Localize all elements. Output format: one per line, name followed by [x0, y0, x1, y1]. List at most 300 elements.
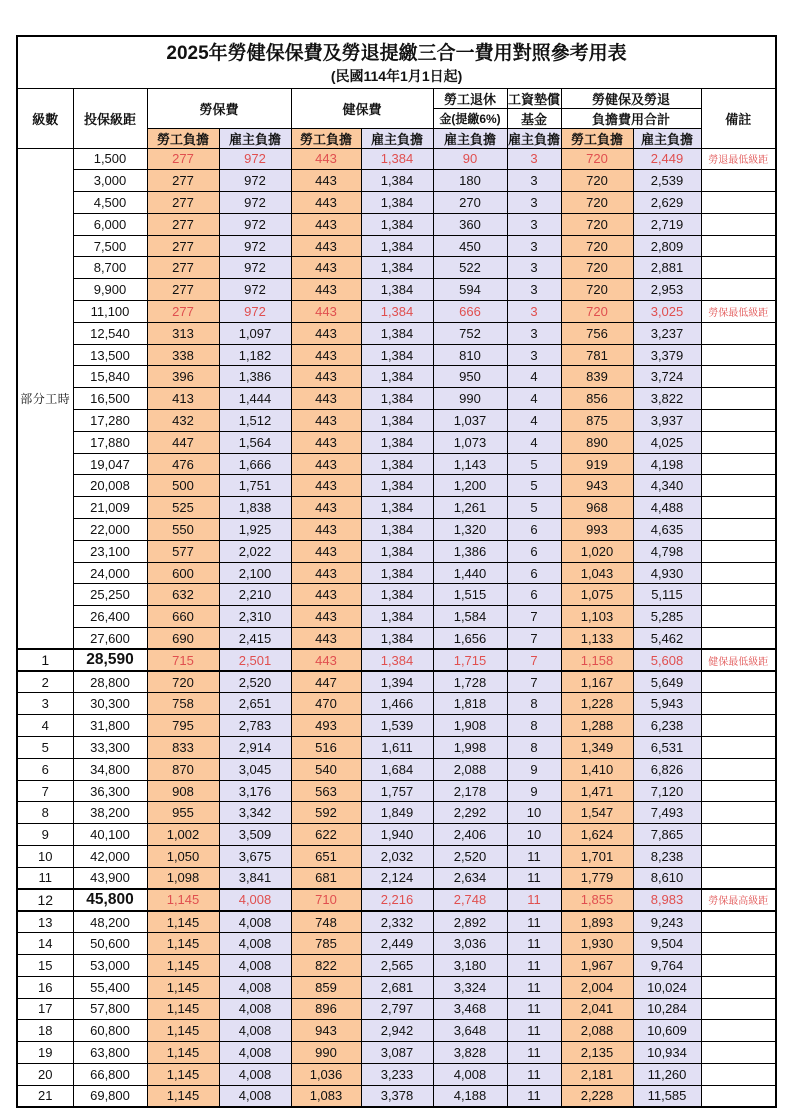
col-header-wage-fund-line1: 工資墊償	[507, 88, 561, 108]
cell-value: 5	[507, 497, 561, 519]
cell-value: 1,584	[433, 606, 507, 628]
cell-level: 4	[17, 715, 73, 737]
cell-value: 2,634	[433, 867, 507, 889]
cell-value: 748	[291, 911, 361, 933]
table-row	[17, 758, 776, 780]
cell-remark	[701, 322, 776, 344]
cell-value: 896	[291, 998, 361, 1020]
table-row	[17, 780, 776, 802]
cell-remark	[701, 780, 776, 802]
cell-value: 666	[433, 301, 507, 323]
cell-value: 443	[291, 344, 361, 366]
cell-value: 600	[147, 562, 219, 584]
cell-value: 2,449	[633, 148, 701, 170]
cell-value: 2,088	[433, 758, 507, 780]
cell-value: 3,841	[219, 867, 291, 889]
cell-value: 1,512	[219, 410, 291, 432]
cell-bracket: 31,800	[73, 715, 147, 737]
cell-value: 8	[507, 693, 561, 715]
cell-value: 360	[433, 213, 507, 235]
cell-value: 6,826	[633, 758, 701, 780]
table-row	[17, 867, 776, 889]
cell-value: 1,075	[561, 584, 633, 606]
cell-value: 1,384	[361, 475, 433, 497]
cell-value: 1,666	[219, 453, 291, 475]
cell-bracket: 33,300	[73, 737, 147, 759]
cell-value: 1,145	[147, 1042, 219, 1064]
cell-bracket: 60,800	[73, 1020, 147, 1042]
cell-remark: 勞保最高級距	[701, 889, 776, 911]
table-row	[17, 388, 776, 410]
cell-value: 500	[147, 475, 219, 497]
cell-value: 1,384	[361, 344, 433, 366]
cell-value: 11,585	[633, 1085, 701, 1107]
table-row	[17, 606, 776, 628]
cell-value: 4,930	[633, 562, 701, 584]
cell-value: 2,210	[219, 584, 291, 606]
cell-bracket: 26,400	[73, 606, 147, 628]
cell-level: 11	[17, 867, 73, 889]
table-body	[17, 148, 776, 1107]
cell-value: 1,145	[147, 998, 219, 1020]
cell-bracket: 48,200	[73, 911, 147, 933]
cell-value: 2,181	[561, 1063, 633, 1085]
cell-remark	[701, 693, 776, 715]
cell-value: 2,797	[361, 998, 433, 1020]
cell-value: 720	[561, 213, 633, 235]
cell-value: 443	[291, 148, 361, 170]
col-header-remark: 備註	[701, 88, 776, 148]
cell-remark	[701, 431, 776, 453]
table-row	[17, 628, 776, 650]
cell-remark	[701, 540, 776, 562]
cell-value: 660	[147, 606, 219, 628]
cell-value: 11	[507, 889, 561, 911]
cell-level: 12	[17, 889, 73, 911]
cell-value: 443	[291, 431, 361, 453]
cell-bracket: 22,000	[73, 519, 147, 541]
cell-value: 90	[433, 148, 507, 170]
table-row	[17, 649, 776, 671]
cell-value: 1,145	[147, 889, 219, 911]
cell-value: 5	[507, 475, 561, 497]
cell-value: 277	[147, 301, 219, 323]
cell-value: 8	[507, 737, 561, 759]
cell-bracket: 57,800	[73, 998, 147, 1020]
cell-value: 1,158	[561, 649, 633, 671]
table-row	[17, 954, 776, 976]
cell-value: 11	[507, 1042, 561, 1064]
cell-value: 875	[561, 410, 633, 432]
cell-value: 752	[433, 322, 507, 344]
cell-value: 443	[291, 257, 361, 279]
cell-value: 7,120	[633, 780, 701, 802]
cell-value: 7	[507, 649, 561, 671]
cell-value: 1,384	[361, 649, 433, 671]
cell-value: 11	[507, 911, 561, 933]
cell-value: 651	[291, 846, 361, 868]
cell-value: 443	[291, 170, 361, 192]
cell-value: 4,025	[633, 431, 701, 453]
table-row	[17, 453, 776, 475]
cell-bracket: 12,540	[73, 322, 147, 344]
cell-value: 1,349	[561, 737, 633, 759]
cell-remark	[701, 475, 776, 497]
subheader-health-employer: 雇主負擔	[361, 128, 433, 148]
cell-value: 470	[291, 693, 361, 715]
cell-value: 10,284	[633, 998, 701, 1020]
cell-value: 6,238	[633, 715, 701, 737]
cell-value: 8,238	[633, 846, 701, 868]
cell-remark	[701, 976, 776, 998]
cell-value: 1,384	[361, 497, 433, 519]
cell-level: 5	[17, 737, 73, 759]
cell-value: 2,088	[561, 1020, 633, 1042]
cell-value: 2,449	[361, 933, 433, 955]
cell-remark	[701, 1085, 776, 1107]
cell-remark	[701, 758, 776, 780]
cell-value: 1,751	[219, 475, 291, 497]
cell-value: 1,893	[561, 911, 633, 933]
cell-bracket: 66,800	[73, 1063, 147, 1085]
cell-value: 2,310	[219, 606, 291, 628]
cell-value: 443	[291, 192, 361, 214]
cell-value: 5,943	[633, 693, 701, 715]
cell-value: 1,384	[361, 235, 433, 257]
table-row	[17, 693, 776, 715]
cell-value: 592	[291, 802, 361, 824]
cell-value: 1,779	[561, 867, 633, 889]
cell-value: 822	[291, 954, 361, 976]
cell-value: 270	[433, 192, 507, 214]
cell-value: 7	[507, 628, 561, 650]
subheader-labor-employer: 雇主負擔	[219, 128, 291, 148]
page-subtitle: (民國114年1月1日起)	[330, 67, 463, 84]
cell-value: 10,609	[633, 1020, 701, 1042]
cell-value: 3,045	[219, 758, 291, 780]
cell-value: 9,764	[633, 954, 701, 976]
cell-value: 1,701	[561, 846, 633, 868]
cell-value: 3	[507, 257, 561, 279]
cell-value: 1,384	[361, 148, 433, 170]
cell-value: 4,198	[633, 453, 701, 475]
cell-value: 990	[433, 388, 507, 410]
cell-value: 2,004	[561, 976, 633, 998]
cell-value: 4	[507, 410, 561, 432]
cell-value: 720	[147, 671, 219, 693]
cell-value: 443	[291, 540, 361, 562]
table-row	[17, 170, 776, 192]
cell-value: 1,384	[361, 366, 433, 388]
cell-value: 1,143	[433, 453, 507, 475]
cell-value: 1,940	[361, 824, 433, 846]
cell-value: 1,261	[433, 497, 507, 519]
cell-value: 3,724	[633, 366, 701, 388]
cell-value: 11	[507, 846, 561, 868]
cell-bracket: 17,880	[73, 431, 147, 453]
cell-value: 972	[219, 170, 291, 192]
cell-value: 2,783	[219, 715, 291, 737]
cell-remark	[701, 213, 776, 235]
cell-value: 3	[507, 148, 561, 170]
table-row	[17, 344, 776, 366]
cell-bracket: 38,200	[73, 802, 147, 824]
cell-value: 2,809	[633, 235, 701, 257]
cell-value: 3,378	[361, 1085, 433, 1107]
cell-value: 2,719	[633, 213, 701, 235]
cell-value: 11	[507, 976, 561, 998]
cell-value: 720	[561, 301, 633, 323]
cell-value: 756	[561, 322, 633, 344]
cell-value: 3,237	[633, 322, 701, 344]
cell-value: 5	[507, 453, 561, 475]
cell-bracket: 34,800	[73, 758, 147, 780]
cell-value: 443	[291, 584, 361, 606]
table-row	[17, 410, 776, 432]
cell-bracket: 40,100	[73, 824, 147, 846]
cell-value: 450	[433, 235, 507, 257]
cell-value: 563	[291, 780, 361, 802]
cell-level: 9	[17, 824, 73, 846]
table-row	[17, 540, 776, 562]
cell-value: 6	[507, 519, 561, 541]
cell-value: 2,681	[361, 976, 433, 998]
cell-remark	[701, 737, 776, 759]
cell-value: 720	[561, 192, 633, 214]
cell-value: 1,444	[219, 388, 291, 410]
cell-value: 443	[291, 279, 361, 301]
cell-value: 1,624	[561, 824, 633, 846]
cell-value: 4,188	[433, 1085, 507, 1107]
cell-value: 1,145	[147, 976, 219, 998]
cell-value: 720	[561, 170, 633, 192]
cell-value: 11	[507, 1085, 561, 1107]
cell-value: 2,914	[219, 737, 291, 759]
cell-value: 2,216	[361, 889, 433, 911]
cell-bracket: 42,000	[73, 846, 147, 868]
cell-value: 2,041	[561, 998, 633, 1020]
cell-value: 1,167	[561, 671, 633, 693]
cell-value: 1,384	[361, 628, 433, 650]
cell-level: 8	[17, 802, 73, 824]
table-row	[17, 213, 776, 235]
cell-value: 1,288	[561, 715, 633, 737]
cell-value: 720	[561, 279, 633, 301]
cell-value: 943	[561, 475, 633, 497]
cell-value: 443	[291, 213, 361, 235]
cell-remark	[701, 606, 776, 628]
cell-bracket: 24,000	[73, 562, 147, 584]
table-row	[17, 584, 776, 606]
cell-remark	[701, 410, 776, 432]
cell-value: 1,384	[361, 213, 433, 235]
cell-value: 522	[433, 257, 507, 279]
cell-value: 2,022	[219, 540, 291, 562]
cell-value: 833	[147, 737, 219, 759]
cell-value: 525	[147, 497, 219, 519]
cell-level: 7	[17, 780, 73, 802]
cell-value: 2,651	[219, 693, 291, 715]
cell-value: 1,083	[291, 1085, 361, 1107]
cell-value: 4,008	[219, 911, 291, 933]
table-row	[17, 737, 776, 759]
table-row	[17, 802, 776, 824]
cell-value: 11,260	[633, 1063, 701, 1085]
cell-value: 1,228	[561, 693, 633, 715]
cell-value: 968	[561, 497, 633, 519]
cell-bracket: 1,500	[73, 148, 147, 170]
cell-value: 1,684	[361, 758, 433, 780]
cell-value: 3	[507, 301, 561, 323]
cell-value: 443	[291, 649, 361, 671]
cell-value: 781	[561, 344, 633, 366]
subheader-fund-employer: 雇主負擔	[507, 128, 561, 148]
cell-remark	[701, 497, 776, 519]
cell-value: 4,008	[219, 1063, 291, 1085]
cell-value: 810	[433, 344, 507, 366]
cell-remark: 健保最低級距	[701, 649, 776, 671]
cell-remark	[701, 867, 776, 889]
title-row	[17, 36, 776, 88]
cell-value: 919	[561, 453, 633, 475]
cell-value: 1,539	[361, 715, 433, 737]
cell-value: 950	[433, 366, 507, 388]
cell-value: 2,539	[633, 170, 701, 192]
cell-value: 8,610	[633, 867, 701, 889]
col-header-bracket: 投保級距	[73, 88, 147, 148]
cell-remark	[701, 846, 776, 868]
cell-level: 14	[17, 933, 73, 955]
cell-value: 1,200	[433, 475, 507, 497]
cell-bracket: 25,250	[73, 584, 147, 606]
cell-value: 1,145	[147, 954, 219, 976]
table-row	[17, 1063, 776, 1085]
cell-value: 9	[507, 780, 561, 802]
cell-value: 720	[561, 257, 633, 279]
cell-value: 4,008	[219, 954, 291, 976]
cell-value: 955	[147, 802, 219, 824]
cell-value: 432	[147, 410, 219, 432]
cell-value: 3,379	[633, 344, 701, 366]
cell-level: 21	[17, 1085, 73, 1107]
cell-value: 720	[561, 235, 633, 257]
cell-bracket: 15,840	[73, 366, 147, 388]
cell-value: 1,050	[147, 846, 219, 868]
cell-value: 3	[507, 322, 561, 344]
cell-value: 443	[291, 562, 361, 584]
cell-bracket: 69,800	[73, 1085, 147, 1107]
cell-remark	[701, 954, 776, 976]
cell-value: 1,384	[361, 606, 433, 628]
cell-value: 972	[219, 279, 291, 301]
cell-value: 540	[291, 758, 361, 780]
cell-value: 3,822	[633, 388, 701, 410]
cell-value: 4,635	[633, 519, 701, 541]
cell-value: 1,410	[561, 758, 633, 780]
cell-value: 1,320	[433, 519, 507, 541]
cell-value: 4	[507, 431, 561, 453]
cell-value: 681	[291, 867, 361, 889]
cell-value: 7,493	[633, 802, 701, 824]
cell-value: 1,838	[219, 497, 291, 519]
cell-level: 17	[17, 998, 73, 1020]
cell-value: 1,002	[147, 824, 219, 846]
table-row	[17, 148, 776, 170]
cell-value: 443	[291, 606, 361, 628]
cell-remark	[701, 1063, 776, 1085]
table-row	[17, 933, 776, 955]
cell-value: 6	[507, 540, 561, 562]
cell-value: 993	[561, 519, 633, 541]
cell-remark: 勞保最低級距	[701, 301, 776, 323]
cell-bracket: 17,280	[73, 410, 147, 432]
cell-value: 4,008	[219, 933, 291, 955]
cell-value: 2,406	[433, 824, 507, 846]
cell-value: 859	[291, 976, 361, 998]
cell-remark	[701, 344, 776, 366]
cell-value: 1,384	[361, 562, 433, 584]
cell-value: 4,340	[633, 475, 701, 497]
cell-value: 1,036	[291, 1063, 361, 1085]
cell-remark	[701, 519, 776, 541]
cell-remark	[701, 1020, 776, 1042]
cell-value: 2,520	[433, 846, 507, 868]
cell-level: 3	[17, 693, 73, 715]
cell-value: 1,384	[361, 431, 433, 453]
cell-value: 11	[507, 1020, 561, 1042]
table-row	[17, 1042, 776, 1064]
cell-bracket: 63,800	[73, 1042, 147, 1064]
cell-value: 1,384	[361, 584, 433, 606]
cell-value: 3,036	[433, 933, 507, 955]
cell-value: 1,020	[561, 540, 633, 562]
cell-value: 1,908	[433, 715, 507, 737]
cell-bracket: 21,009	[73, 497, 147, 519]
cell-value: 9,504	[633, 933, 701, 955]
cell-value: 11	[507, 954, 561, 976]
cell-bracket: 55,400	[73, 976, 147, 998]
cell-value: 8	[507, 715, 561, 737]
cell-value: 1,384	[361, 540, 433, 562]
cell-value: 2,892	[433, 911, 507, 933]
cell-level: 6	[17, 758, 73, 780]
cell-value: 2,942	[361, 1020, 433, 1042]
col-header-total-line1: 勞健保及勞退	[561, 88, 701, 108]
cell-value: 1,384	[361, 519, 433, 541]
cell-value: 443	[291, 497, 361, 519]
cell-remark	[701, 671, 776, 693]
cell-value: 2,748	[433, 889, 507, 911]
cell-value: 1,384	[361, 453, 433, 475]
cell-remark: 勞退最低級距	[701, 148, 776, 170]
table-row	[17, 824, 776, 846]
table-row	[17, 1085, 776, 1107]
cell-value: 10	[507, 824, 561, 846]
cell-value: 795	[147, 715, 219, 737]
table-row	[17, 715, 776, 737]
cell-value: 2,415	[219, 628, 291, 650]
cell-value: 1,386	[219, 366, 291, 388]
cell-bracket: 45,800	[73, 889, 147, 911]
cell-value: 3,233	[361, 1063, 433, 1085]
cell-value: 10,024	[633, 976, 701, 998]
table-row	[17, 301, 776, 323]
cell-value: 3,087	[361, 1042, 433, 1064]
cell-value: 577	[147, 540, 219, 562]
table-row	[17, 497, 776, 519]
cell-remark	[701, 366, 776, 388]
cell-bracket: 16,500	[73, 388, 147, 410]
